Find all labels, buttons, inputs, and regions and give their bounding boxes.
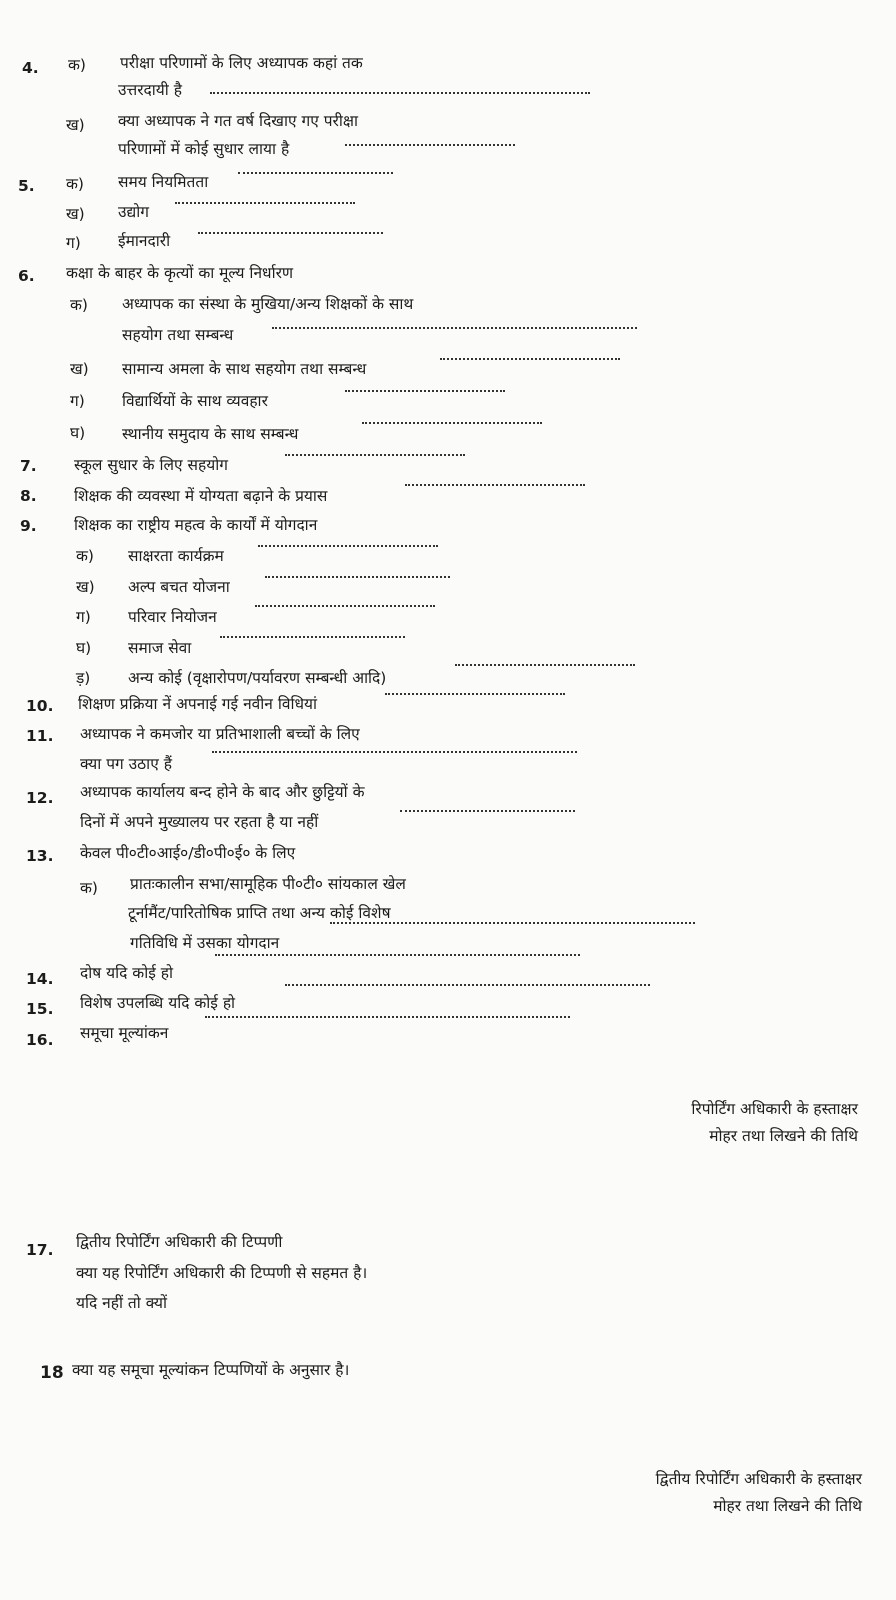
item-text: परिणामों में कोई सुधार लाया है xyxy=(118,140,290,158)
item-text: उद्योग xyxy=(118,203,150,221)
item-text: परिवार नियोजन xyxy=(128,608,217,626)
item-18-text: क्या यह समूचा मूल्यांकन टिप्पणियों के अनुसार है। xyxy=(72,1361,350,1379)
signature-block-1 xyxy=(691,1098,858,1147)
answer-line[interactable] xyxy=(220,632,405,638)
sub-label: ख) xyxy=(70,360,89,378)
answer-line[interactable] xyxy=(455,660,635,666)
sub-label: ग) xyxy=(70,392,85,410)
item-7-text: स्कूल सुधार के लिए सहयोग xyxy=(74,456,228,474)
item-text: उत्तरदायी है xyxy=(118,81,182,99)
item-text: ईमानदारी xyxy=(118,232,171,250)
sub-label: क) xyxy=(80,879,98,897)
answer-line[interactable] xyxy=(345,140,515,146)
item-number: 10. xyxy=(26,697,54,715)
item-text: सहयोग तथा सम्बन्ध xyxy=(122,326,234,344)
seal-date-label: मोहर तथा लिखने की तिथि xyxy=(713,1497,862,1515)
answer-line[interactable] xyxy=(385,689,565,695)
signature-label: द्वितीय रिपोर्टिंग अधिकारी के हस्ताक्षर xyxy=(655,1470,862,1488)
answer-line[interactable] xyxy=(285,450,465,456)
item-number: 6. xyxy=(18,267,35,285)
sub-label: ख) xyxy=(76,578,95,596)
item-10-text: शिक्षण प्रक्रिया नें अपनाई गई नवीन विधियां xyxy=(78,695,318,713)
item-text: प्रातःकालीन सभा/सामूहिक पी०टी० सांयकाल खेल xyxy=(130,875,406,893)
item-12-text: दिनों में अपने मुख्यालय पर रहता है या नहीं xyxy=(80,813,319,831)
item-number: 12. xyxy=(26,789,54,807)
item-number: 7. xyxy=(20,457,37,475)
item-heading: कक्षा के बाहर के कृत्यों का मूल्य निर्धारण xyxy=(66,264,294,282)
answer-line[interactable] xyxy=(175,198,355,204)
item-16-text: समूचा मूल्यांकन xyxy=(80,1024,169,1042)
answer-line[interactable] xyxy=(330,918,695,924)
item-12-text: अध्यापक कार्यालय बन्द होने के बाद और छुट्टियों के xyxy=(80,783,365,801)
sub-label: ख) xyxy=(66,116,85,134)
seal-date-label: मोहर तथा लिखने की तिथि xyxy=(709,1127,858,1145)
sub-label: क) xyxy=(76,547,94,565)
item-8-text: शिक्षक की व्यवस्था में योग्यता बढ़ाने के प्रयास xyxy=(74,487,328,505)
answer-line[interactable] xyxy=(400,806,575,812)
answer-line[interactable] xyxy=(265,572,450,578)
item-number: 18 xyxy=(40,1363,64,1383)
sub-label: घ) xyxy=(70,424,86,442)
item-text: टूर्नामैंट/पारितोषिक प्राप्ति तथा अन्य कोई विशेष xyxy=(128,904,391,922)
item-number: 14. xyxy=(26,970,54,988)
item-heading: केवल पी०टी०आई०/डी०पी०ई० के लिए xyxy=(80,844,296,862)
item-text: समाज सेवा xyxy=(128,639,192,657)
answer-line[interactable] xyxy=(210,88,590,94)
answer-line[interactable] xyxy=(272,323,637,329)
item-text: गतिविधि में उसका योगदान xyxy=(130,934,280,952)
item-text: परीक्षा परिणामों के लिए अध्यापक कहां तक xyxy=(120,54,363,72)
item-text: सामान्य अमला के साथ सहयोग तथा सम्बन्ध xyxy=(122,360,367,378)
answer-line[interactable] xyxy=(198,228,383,234)
item-17-text: यदि नहीं तो क्यों xyxy=(76,1294,168,1312)
answer-line[interactable] xyxy=(405,480,585,486)
item-17-text: द्वितीय रिपोर्टिंग अधिकारी की टिप्पणी xyxy=(76,1233,283,1251)
answer-line[interactable] xyxy=(258,541,438,547)
answer-line[interactable] xyxy=(215,950,580,956)
sub-label: ग) xyxy=(76,608,91,626)
item-11-text: क्या पग उठाए हैं xyxy=(80,755,172,773)
item-number: 16. xyxy=(26,1031,54,1049)
item-text: अल्प बचत योजना xyxy=(128,578,230,596)
sub-label: ग) xyxy=(66,234,81,252)
sub-label: क) xyxy=(68,56,86,74)
answer-line[interactable] xyxy=(212,747,577,753)
item-text: साक्षरता कार्यक्रम xyxy=(128,547,224,565)
answer-line[interactable] xyxy=(238,168,393,174)
answer-line[interactable] xyxy=(362,418,542,424)
sub-label: क) xyxy=(70,296,88,314)
sub-label: ख) xyxy=(66,205,85,223)
item-text: क्या अध्यापक ने गत वर्ष दिखाए गए परीक्षा xyxy=(118,112,359,130)
item-11-text: अध्यापक ने कमजोर या प्रतिभाशाली बच्चों के लिए xyxy=(80,725,360,743)
answer-line[interactable] xyxy=(255,601,435,607)
answer-line[interactable] xyxy=(440,354,620,360)
item-14-text: दोष यदि कोई हो xyxy=(80,964,173,982)
item-text: अन्य कोई (वृक्षारोपण/पर्यावरण सम्बन्धी आदि) xyxy=(128,669,387,687)
answer-line[interactable] xyxy=(345,386,505,392)
item-number: 17. xyxy=(26,1241,54,1259)
item-text: स्थानीय समुदाय के साथ सम्बन्ध xyxy=(122,425,299,443)
item-number: 9. xyxy=(20,517,37,535)
item-number: 13. xyxy=(26,847,54,865)
item-number: 15. xyxy=(26,1000,54,1018)
signature-block-2 xyxy=(656,1468,862,1517)
item-15-text: विशेष उपलब्धि यदि कोई हो xyxy=(80,994,236,1012)
item-number: 8. xyxy=(20,487,37,505)
sub-label: क) xyxy=(66,175,84,193)
item-text: अध्यापक का संस्था के मुखिया/अन्य शिक्षकों के साथ xyxy=(122,295,414,313)
sub-label: घ) xyxy=(76,639,92,657)
item-text: समय नियमितता xyxy=(118,173,209,191)
answer-line[interactable] xyxy=(285,980,650,986)
item-text: विद्यार्थियों के साथ व्यवहार xyxy=(122,392,268,410)
answer-line[interactable] xyxy=(205,1012,570,1018)
item-number: 5. xyxy=(18,177,35,195)
item-heading: शिक्षक का राष्ट्रीय महत्व के कार्यों में योगदान xyxy=(74,516,318,534)
signature-label: रिपोर्टिंग अधिकारी के हस्ताक्षर xyxy=(691,1100,858,1118)
item-number: 4. xyxy=(22,59,39,77)
item-number: 11. xyxy=(26,727,54,745)
item-17-text: क्या यह रिपोर्टिंग अधिकारी की टिप्पणी से सहमत है। xyxy=(76,1264,368,1282)
sub-label: ड़) xyxy=(76,669,91,687)
